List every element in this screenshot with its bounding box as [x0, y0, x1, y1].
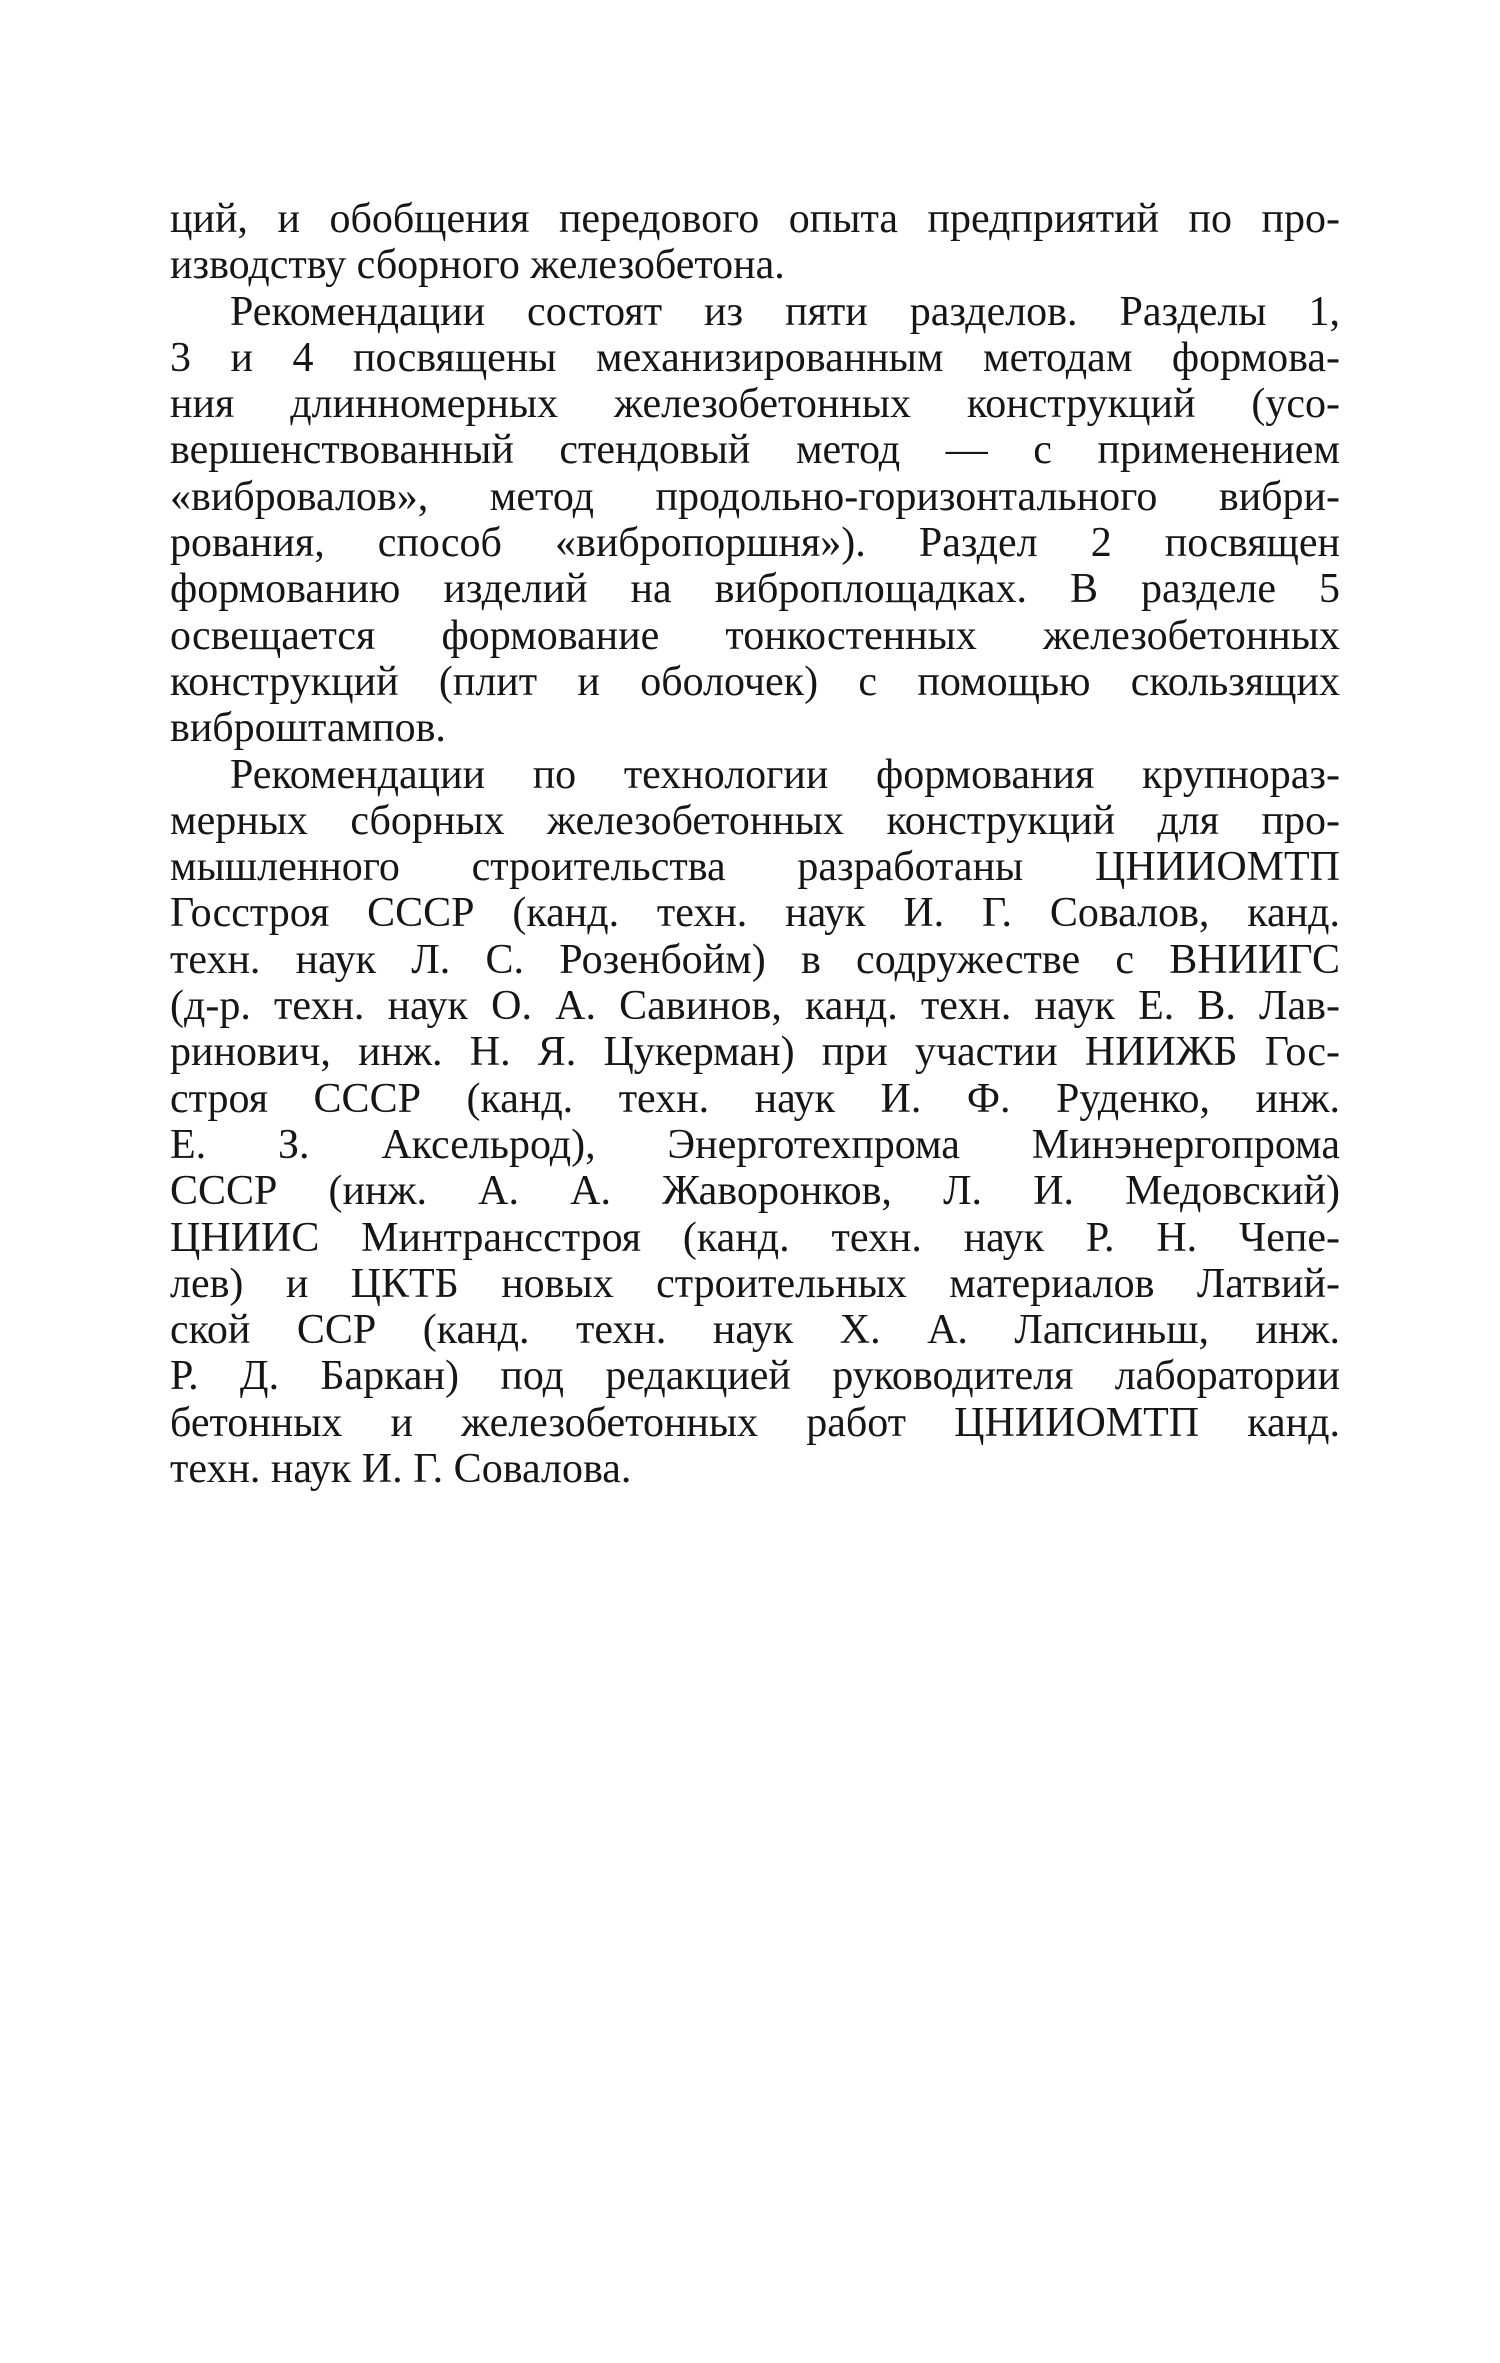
text-line: ния длинномерных железобетонных конструкций (усо- — [170, 381, 1340, 428]
text-line: ринович, инж. Н. Я. Цукерман) при участии НИИЖБ Гос- — [170, 1029, 1340, 1076]
text-line: формованию изделий на виброплощадках. В разделе 5 — [170, 566, 1340, 613]
text-line: 3 и 4 посвящены механизированным методам формова- — [170, 334, 1340, 381]
body-text — [170, 196, 1340, 1492]
text-line: мышленного строительства разработаны ЦНИИОМТП — [170, 844, 1340, 891]
text-line: вершенствованный стендовый метод — с применением — [170, 427, 1340, 474]
text-line: рования, способ «вибропоршня»). Раздел 2 посвящен — [170, 520, 1340, 567]
text-line: Рекомендации по технологии формования крупнораз- — [230, 751, 1340, 798]
text-line: техн. наук Л. С. Розенбойм) в содружестве с ВНИИГС — [170, 936, 1340, 983]
text-line: «вибровалов», метод продольно-горизонтального вибри- — [170, 473, 1340, 520]
text-line: (д-р. техн. наук О. А. Савинов, канд. техн. наук Е. В. Лав- — [170, 983, 1340, 1030]
text-line: конструкций (плит и оболочек) с помощью скользящих — [170, 658, 1340, 705]
text-line: Госстроя СССР (канд. техн. наук И. Г. Совалов, канд. — [170, 890, 1340, 937]
text-line: ской ССР (канд. техн. наук Х. А. Лапсиньш, инж. — [170, 1307, 1340, 1354]
text-line: Е. З. Аксельрод), Энерготехпрома Минэнергопрома — [170, 1121, 1340, 1168]
text-line: изводству сборного железобетона. — [170, 242, 785, 289]
text-line: освещается формование тонкостенных железобетонных — [170, 612, 1340, 659]
text-line: СССР (инж. А. А. Жаворонков, Л. И. Медовский) — [170, 1168, 1340, 1215]
text-line: ЦНИИС Минтрансстроя (канд. техн. наук Р. Н. Чепе- — [170, 1214, 1340, 1261]
text-line: Р. Д. Баркан) под редакцией руководителя лаборатории — [170, 1353, 1340, 1400]
text-line: лев) и ЦКТБ новых строительных материалов Латвий- — [170, 1260, 1340, 1307]
text-line: строя СССР (канд. техн. наук И. Ф. Руденко, инж. — [170, 1075, 1340, 1122]
text-line: виброштампов. — [170, 705, 446, 752]
text-line: Рекомендации состоят из пяти разделов. Разделы 1, — [230, 288, 1340, 335]
text-line: бетонных и железобетонных работ ЦНИИОМТП канд. — [170, 1399, 1340, 1446]
text-line: техн. наук И. Г. Совалова. — [170, 1446, 632, 1493]
text-line: мерных сборных железобетонных конструкций для про- — [170, 797, 1340, 844]
text-line: ций, и обобщения передового опыта предприятий по про- — [170, 196, 1340, 242]
